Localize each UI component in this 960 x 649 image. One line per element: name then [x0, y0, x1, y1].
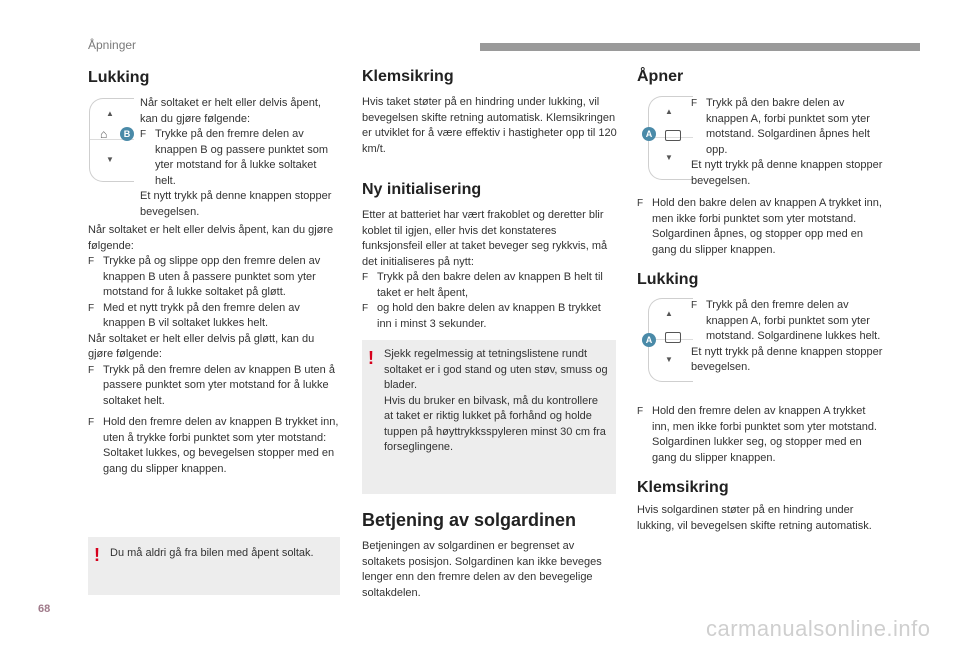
col2-p3: Betjeningen av solgardinen er begrenset av soltakets posisjon. Solgardinen kan ikke beveges lenger enn den fremre delen av den bevegelige soltakdelen.: [362, 540, 602, 599]
heading-lukking-solgardin: Lukking: [637, 271, 699, 288]
bullet-icon: F: [88, 364, 95, 376]
col1-after1: Et nytt trykk på denne knappen stopper bevegelsen.: [140, 190, 332, 218]
bullet-icon: F: [691, 300, 698, 311]
col2-p2: Etter at batteriet har vært frakoblet og deretter blir koblet til igjen, eller hvis det konstateres funksjonsfeil eller at taket beveger seg rykkvis, må det initialiseres på nytt:: [362, 209, 608, 268]
col3-b2-block: [637, 196, 885, 258]
col1-b2: Trykke på og slippe opp den fremre delen av knappen B uten å passere punktet som yter motstand for å lukke soltaket på gløtt.: [103, 255, 321, 298]
col1-intro: Når soltaket er helt eller delvis åpent, kan du gjøre følgende:: [140, 97, 321, 125]
col1-b4: Trykk på den fremre delen av knappen B uten å passere punktet som yter motstand for å lukke soltaket helt.: [103, 363, 335, 407]
heading-lukking: Lukking: [88, 69, 150, 86]
watermark: carmanualsonline.info: [706, 616, 931, 641]
col1-p3: Når soltaket er helt eller delvis på gløtt, kan du gjøre følgende:: [88, 332, 315, 360]
heading-apner: Åpner: [637, 68, 684, 85]
arrow-up-icon: ▲: [106, 109, 114, 118]
col3-p3-block: [637, 503, 877, 534]
bullet-icon: F: [637, 406, 644, 417]
col3-b2: Hold den bakre delen av knappen A trykket inn, men ikke forbi punktet som yter motstand. Solgardinen åpnes, og stopper opp med en gang du slipper knappen.: [652, 197, 882, 256]
col3-b1: Trykk på den bakre delen av knappen A, forbi punktet som yter motstand. Solgardinen åpnes helt opp.: [706, 97, 870, 156]
badge-b: B: [120, 127, 134, 141]
col2-b1: Trykk på den bakre delen av knappen B helt til taket er helt åpent,: [377, 271, 603, 299]
col1-p2: Når soltaket er helt eller delvis åpent, kan du gjøre følgende:: [88, 224, 334, 252]
col3-after1: Et nytt trykk på denne knappen stopper bevegelsen.: [691, 159, 883, 187]
col1-b5: Hold den fremre delen av knappen B trykket inn, uten å trykke forbi punktet som yter motstand: Soltaket lukkes, og bevegelsen stopper med en gang du slipper knappen.: [103, 416, 339, 475]
warning-box-col2: [362, 340, 616, 494]
heading-klemsikring: Klemsikring: [362, 68, 454, 85]
bullet-icon: F: [691, 98, 698, 109]
warning-icon: !: [94, 545, 100, 565]
col3-after3: Et nytt trykk på denne knappen stopper bevegelsen.: [691, 345, 883, 373]
col2-p1: Hvis taket støter på en hindring under lukking, vil bevegelsen skifte retning automatisk. Klemsikringen er utviklet for å være effektiv i hastigheter opp til 120 km/t.: [362, 96, 617, 155]
arrow-down-icon: ▼: [665, 153, 673, 162]
header-bar: [480, 43, 920, 51]
badge-a: A: [642, 127, 656, 141]
col2-b2: og hold den bakre delen av knappen B trykket inn i minst 3 sekunder.: [377, 302, 601, 330]
col1-intro-block: [140, 96, 340, 220]
warning-box-col1: [88, 537, 340, 595]
arrow-down-icon: ▼: [665, 355, 673, 364]
heading-klemsikring-solgardin: Klemsikring: [637, 479, 729, 496]
col3-b4: Hold den fremre delen av knappen A trykket inn, men ikke forbi punktet som yter motstand. Solgardinen lukker seg, og stopper med en gang du slipper knappen.: [652, 405, 877, 464]
col3-b3: Trykk på den fremre delen av knappen A, forbi punktet som yter motstand. Solgardinene lukkes helt.: [706, 299, 881, 342]
arrow-down-icon: ▼: [106, 155, 114, 164]
col3-open-block: [691, 96, 885, 189]
warning-icon: !: [368, 348, 374, 368]
car-roof-icon: ⌂: [100, 127, 108, 141]
heading-ny-initialisering: Ny initialisering: [362, 181, 482, 198]
col2-p1-block: [362, 95, 618, 157]
bullet-icon: F: [637, 198, 644, 209]
col2-p3-block: [362, 539, 618, 601]
col3-p3: Hvis solgardinen støter på en hindring under lukking, vil bevegelsen skifte retning automatisk.: [637, 504, 872, 532]
col3-b4-block: [637, 404, 885, 466]
sunblind-icon: [665, 130, 681, 141]
col1-b1: Trykke på den fremre delen av knappen B og passere punktet som yter motstand for å lukke soltaket helt.: [155, 128, 329, 187]
sunblind-switch-a-illustration-1: [648, 96, 693, 180]
bullet-icon: F: [88, 256, 95, 267]
badge-a: A: [642, 333, 656, 347]
bullet-icon: F: [140, 129, 147, 140]
col1-warning-text: Du må aldri gå fra bilen med åpent soltak.: [110, 547, 314, 559]
bullet-icon: F: [362, 303, 369, 314]
bullet-icon: F: [88, 417, 95, 428]
col2-warning-text: Sjekk regelmessig at tetningslistene rundt soltaket er i god stand og uten støv, smuss og blader. Hvis du bruker en bilvask, må du kontrollere at taket er riktig lukket på forhånd og holde tuppen på høyttrykksspyleren minst 30 cm fra forseglingene.: [384, 348, 608, 453]
col2-init-block: [362, 208, 618, 332]
sunblind-icon: [665, 332, 681, 343]
page-number: 68: [38, 603, 51, 615]
header-title: Åpninger: [88, 38, 137, 52]
col1-body: [88, 223, 342, 477]
arrow-up-icon: ▲: [665, 107, 673, 116]
col1-b3: Med et nytt trykk på den fremre delen av knappen B vil soltaket lukkes helt.: [103, 301, 300, 329]
bullet-icon: F: [362, 272, 369, 283]
heading-betjening-solgardin: Betjening av solgardinen: [362, 510, 577, 530]
arrow-up-icon: ▲: [665, 309, 673, 318]
bullet-icon: F: [88, 302, 95, 314]
col3-close-block: [691, 298, 885, 376]
